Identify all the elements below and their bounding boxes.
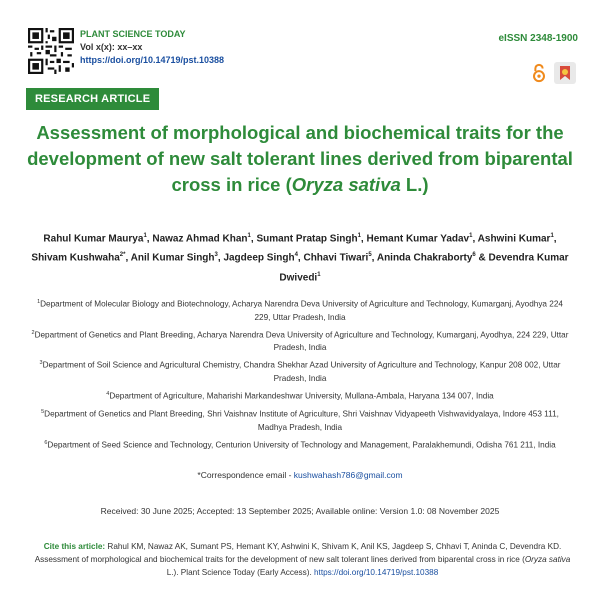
affiliation-item — [30, 406, 570, 434]
affiliation-text: Department of Soil Science and Agricultural Chemistry, Chandra Shekhar Azad University of Agriculture and Technology, Kanpur 208 002, Uttar Pradesh, India — [42, 361, 561, 384]
author-affiliation-mark: 1 — [247, 233, 251, 239]
author-affiliation-mark: 3 — [214, 252, 218, 259]
crossmark-icon[interactable] — [554, 62, 576, 84]
affiliation-item — [30, 388, 570, 403]
author-name: Anil Kumar Singh — [130, 252, 215, 264]
affiliation-number: 6 — [44, 439, 48, 446]
correspondence — [0, 470, 600, 480]
citation-text-end: L.). Plant Science Today (Early Access). — [166, 568, 314, 577]
header-icons — [530, 62, 576, 84]
affiliation-item — [30, 437, 570, 452]
author-name: Devendra Kumar Dwivedi — [279, 252, 569, 283]
author-name: Shivam Kushwaha — [31, 252, 120, 264]
correspondence-label: *Correspondence email - — [197, 470, 294, 480]
author-affiliation-mark: 4 — [294, 252, 298, 259]
article-title — [20, 120, 580, 198]
author-affiliation-mark: 5 — [368, 252, 372, 259]
citation — [30, 540, 575, 579]
affiliation-text: Department of Genetics and Plant Breeding, Acharya Narendra Deva University of Agriculture and Technology, Kumarganj, Ayodhya, 224 229, Uttar Pradesh, India — [34, 330, 569, 353]
author-name: Ashwini Kumar — [477, 233, 551, 245]
article-dates: Received: 30 June 2025; Accepted: 13 September 2025; Available online: Version 1.0: 08 November 2025 — [100, 506, 500, 516]
citation-doi-link[interactable]: https://doi.org/10.14719/pst.10388 — [314, 568, 439, 577]
affiliation-number: 5 — [41, 408, 45, 415]
correspondence-email[interactable]: kushwahash786@gmail.com — [293, 470, 403, 480]
article-type-badge: RESEARCH ARTICLE — [26, 88, 159, 110]
affiliation-list — [30, 296, 570, 454]
author-separator: , — [250, 233, 257, 245]
author-name: Jagdeep Singh — [223, 252, 295, 264]
affiliation-item — [30, 296, 570, 324]
author-list — [30, 228, 570, 286]
author-separator: , — [125, 252, 131, 264]
journal-volume: Vol x(x): xx–xx — [80, 42, 143, 52]
affiliation-number: 3 — [39, 360, 43, 367]
author-separator: , — [553, 233, 557, 245]
affiliation-text: Department of Genetics and Plant Breeding, Shri Vaishnav Institute of Agriculture, Shri Vaishnav Vidyapeeth Vishwavidyalaya, Indore 453 111, Madhya Pradesh, India — [44, 409, 559, 432]
author-name: Nawaz Ahmad Khan — [152, 233, 248, 245]
author-separator: , — [371, 252, 377, 264]
author-name: Hemant Kumar Yadav — [366, 233, 470, 245]
affiliation-number: 4 — [106, 391, 110, 398]
open-access-icon[interactable] — [530, 63, 548, 83]
citation-text: Rahul KM, Nawaz AK, Sumant PS, Hemant KY, Ashwini K, Shivam K, Anil KS, Jagdeep S, Chhavi T, Aninda C, Devendra KD. Assessment of morphological and biochemical traits for the development of new salt tolerant lines derived from biparental cross in rice ( — [34, 542, 562, 564]
affiliation-number: 1 — [37, 299, 41, 305]
author-affiliation-mark: 1 — [469, 233, 473, 239]
citation-species: Oryza sativa — [524, 555, 571, 564]
affiliation-number: 2 — [31, 329, 35, 336]
author-name: Rahul Kumar Maurya — [43, 233, 144, 245]
affiliation-text: Department of Molecular Biology and Biotechnology, Acharya Narendra Deva University of Agriculture and Technology, Kumarganj, Ayodhya 224 229, Uttar Pradesh, India — [40, 299, 563, 322]
journal-name: PLANT SCIENCE TODAY — [80, 29, 186, 39]
eissn: eISSN 2348-1900 — [498, 33, 578, 44]
citation-label: Cite this article: — [43, 542, 106, 551]
author-affiliation-mark: 1 — [357, 233, 361, 239]
author-affiliation-mark: 6 — [472, 252, 476, 259]
author-separator: , — [146, 233, 153, 245]
author-separator: & — [475, 252, 489, 264]
affiliation-item — [30, 357, 570, 385]
qr-code-icon — [28, 28, 74, 74]
author-separator: , — [297, 252, 304, 264]
author-name: Sumant Pratap Singh — [256, 233, 358, 245]
author-name: Aninda Chakraborty — [376, 252, 473, 264]
author-affiliation-mark: 1 — [317, 271, 321, 278]
title-main: Assessment of morphological and biochemical traits for the development of new salt tolerant lines derived from biparental cross in rice ( — [27, 122, 573, 195]
author-separator: , — [472, 233, 478, 245]
author-separator: , — [360, 233, 367, 245]
author-affiliation-mark: 1 — [143, 233, 147, 239]
author-separator: , — [217, 252, 224, 264]
affiliation-text: Department of Agriculture, Maharishi Markandeshwar University, Mullana-Ambala, Haryana 134 007, India — [109, 391, 494, 401]
author-affiliation-mark: 2* — [119, 252, 126, 259]
affiliation-text: Department of Seed Science and Technology, Centurion University of Technology and Management, Paralakhemundi, Odisha 761 211, India — [47, 440, 556, 450]
author-name: Chhavi Tiwari — [303, 252, 369, 264]
doi-link[interactable]: https://doi.org/10.14719/pst.10388 — [80, 55, 225, 65]
author-affiliation-mark: 1 — [550, 233, 554, 239]
title-species: Oryza sativa — [291, 174, 401, 195]
journal-info — [80, 28, 224, 67]
title-end: L.) — [400, 174, 429, 195]
affiliation-item — [30, 327, 570, 355]
